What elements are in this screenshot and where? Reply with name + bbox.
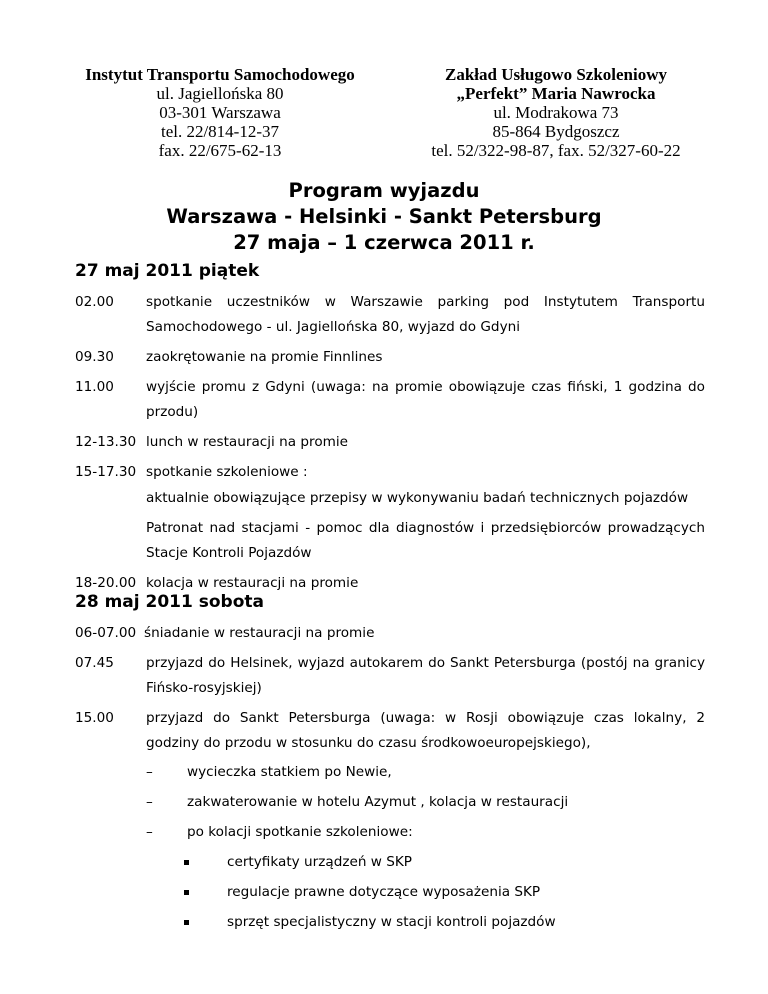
- schedule-row: [75, 516, 705, 566]
- organizer-right-phones: tel. 52/322-98-87, fax. 52/327-60-22: [431, 141, 681, 160]
- organizer-left-city: 03-301 Warszawa: [159, 103, 281, 122]
- organizer-right-name-1: Zakład Usługowo Szkoleniowy: [445, 65, 667, 84]
- organizer-right-street: ul. Modrakowa 73: [493, 103, 619, 122]
- schedule-text: śniadanie w restauracji na promie: [144, 625, 375, 641]
- schedule-text: kolacja w restauracji na promie: [146, 575, 359, 591]
- schedule-row: [75, 486, 705, 511]
- schedule-row: [75, 706, 705, 935]
- schedule-time: 11.00: [75, 379, 114, 395]
- schedule-row: [75, 651, 705, 701]
- day-2-heading: 28 maj 2011 sobota: [75, 592, 264, 612]
- organizer-left-fax: fax. 22/675-62-13: [158, 141, 282, 160]
- list-item-text: po kolacji spotkanie szkoleniowe:: [187, 824, 413, 840]
- organizer-right-city: 85-864 Bydgoszcz: [492, 122, 620, 141]
- schedule-text: spotkanie szkoleniowe :: [146, 464, 308, 480]
- schedule-text: lunch w restauracji na promie: [146, 434, 349, 450]
- schedule-time: 09.30: [75, 349, 114, 365]
- schedule-row: [75, 460, 705, 485]
- list-item-text: certyfikaty urządzeń w SKP: [227, 854, 412, 870]
- schedule-row: [75, 345, 705, 370]
- dash-marker: –: [146, 764, 153, 780]
- schedule-time: 06-07.00: [75, 625, 137, 641]
- title-line-3: 27 maja – 1 czerwca 2011 r.: [233, 231, 535, 254]
- schedule-text: aktualnie obowiązujące przepisy w wykonywaniu badań technicznych pojazdów: [146, 490, 689, 506]
- schedule-text: przyjazd do Sankt Petersburga (uwaga: w Rosji obowiązuje czas lokalny, 2 godziny do przodu w stosunku do czasu środkowoeuropejskiego),: [146, 710, 705, 751]
- schedule-row: [75, 621, 705, 646]
- square-bullet-list: [146, 850, 705, 935]
- square-bullet-icon: [184, 890, 189, 895]
- organizer-left-tel: tel. 22/814-12-37: [160, 122, 280, 141]
- day-1-schedule: [75, 290, 705, 601]
- square-bullet-icon: [184, 920, 189, 925]
- list-item-text: zakwaterowanie w hotelu Azymut , kolacja w restauracji: [187, 794, 569, 810]
- list-item: [146, 820, 705, 845]
- schedule-text: przyjazd do Helsinek, wyjazd autokarem do Sankt Petersburga (postój na granicy Fińsko-rosyjskiej): [146, 655, 705, 696]
- day-2-schedule: [75, 621, 705, 940]
- organizer-left-name: Instytut Transportu Samochodowego: [85, 65, 355, 84]
- schedule-time: 07.45: [75, 655, 114, 671]
- schedule-text: Patronat nad stacjami - pomoc dla diagnostów i przedsiębiorców prowadzących Stacje Kontroli Pojazdów: [146, 520, 705, 561]
- schedule-text: spotkanie uczestników w Warszawie parking pod Instytutem Transportu Samochodowego - ul. Jagiellońska 80, wyjazd do Gdyni: [146, 294, 705, 335]
- schedule-time: 18-20.00: [75, 575, 137, 591]
- schedule-row: [75, 290, 705, 340]
- title-line-2: Warszawa - Helsinki - Sankt Petersburg: [166, 205, 602, 228]
- list-item-text: regulacje prawne dotyczące wyposażenia SKP: [227, 884, 541, 900]
- schedule-row: [75, 375, 705, 425]
- document-title: [0, 178, 768, 256]
- dash-marker: –: [146, 794, 153, 810]
- list-item: [146, 880, 705, 905]
- title-line-1: Program wyjazdu: [288, 179, 480, 202]
- dash-list: [146, 760, 705, 845]
- list-item: [146, 760, 705, 785]
- organizer-right-address: [400, 65, 712, 160]
- square-bullet-icon: [184, 860, 189, 865]
- schedule-text: zaokrętowanie na promie Finnlines: [146, 349, 383, 365]
- day-1-heading: 27 maj 2011 piątek: [75, 261, 260, 281]
- organizer-left-address: [60, 65, 380, 160]
- list-item: [146, 850, 705, 875]
- schedule-time: 12-13.30: [75, 434, 137, 450]
- list-item-text: wycieczka statkiem po Newie,: [187, 764, 392, 780]
- list-item-text: sprzęt specjalistyczny w stacji kontroli pojazdów: [227, 914, 556, 930]
- list-item: [146, 790, 705, 815]
- schedule-text: wyjście promu z Gdyni (uwaga: na promie obowiązuje czas fiński, 1 godzina do przodu): [146, 379, 705, 420]
- schedule-time: 15-17.30: [75, 464, 137, 480]
- schedule-time: 02.00: [75, 294, 114, 310]
- dash-marker: –: [146, 824, 153, 840]
- schedule-row: [75, 430, 705, 455]
- organizer-left-street: ul. Jagiellońska 80: [156, 84, 284, 103]
- organizer-right-name-2: „Perfekt” Maria Nawrocka: [456, 84, 656, 103]
- schedule-time: 15.00: [75, 710, 114, 726]
- list-item: [146, 910, 705, 935]
